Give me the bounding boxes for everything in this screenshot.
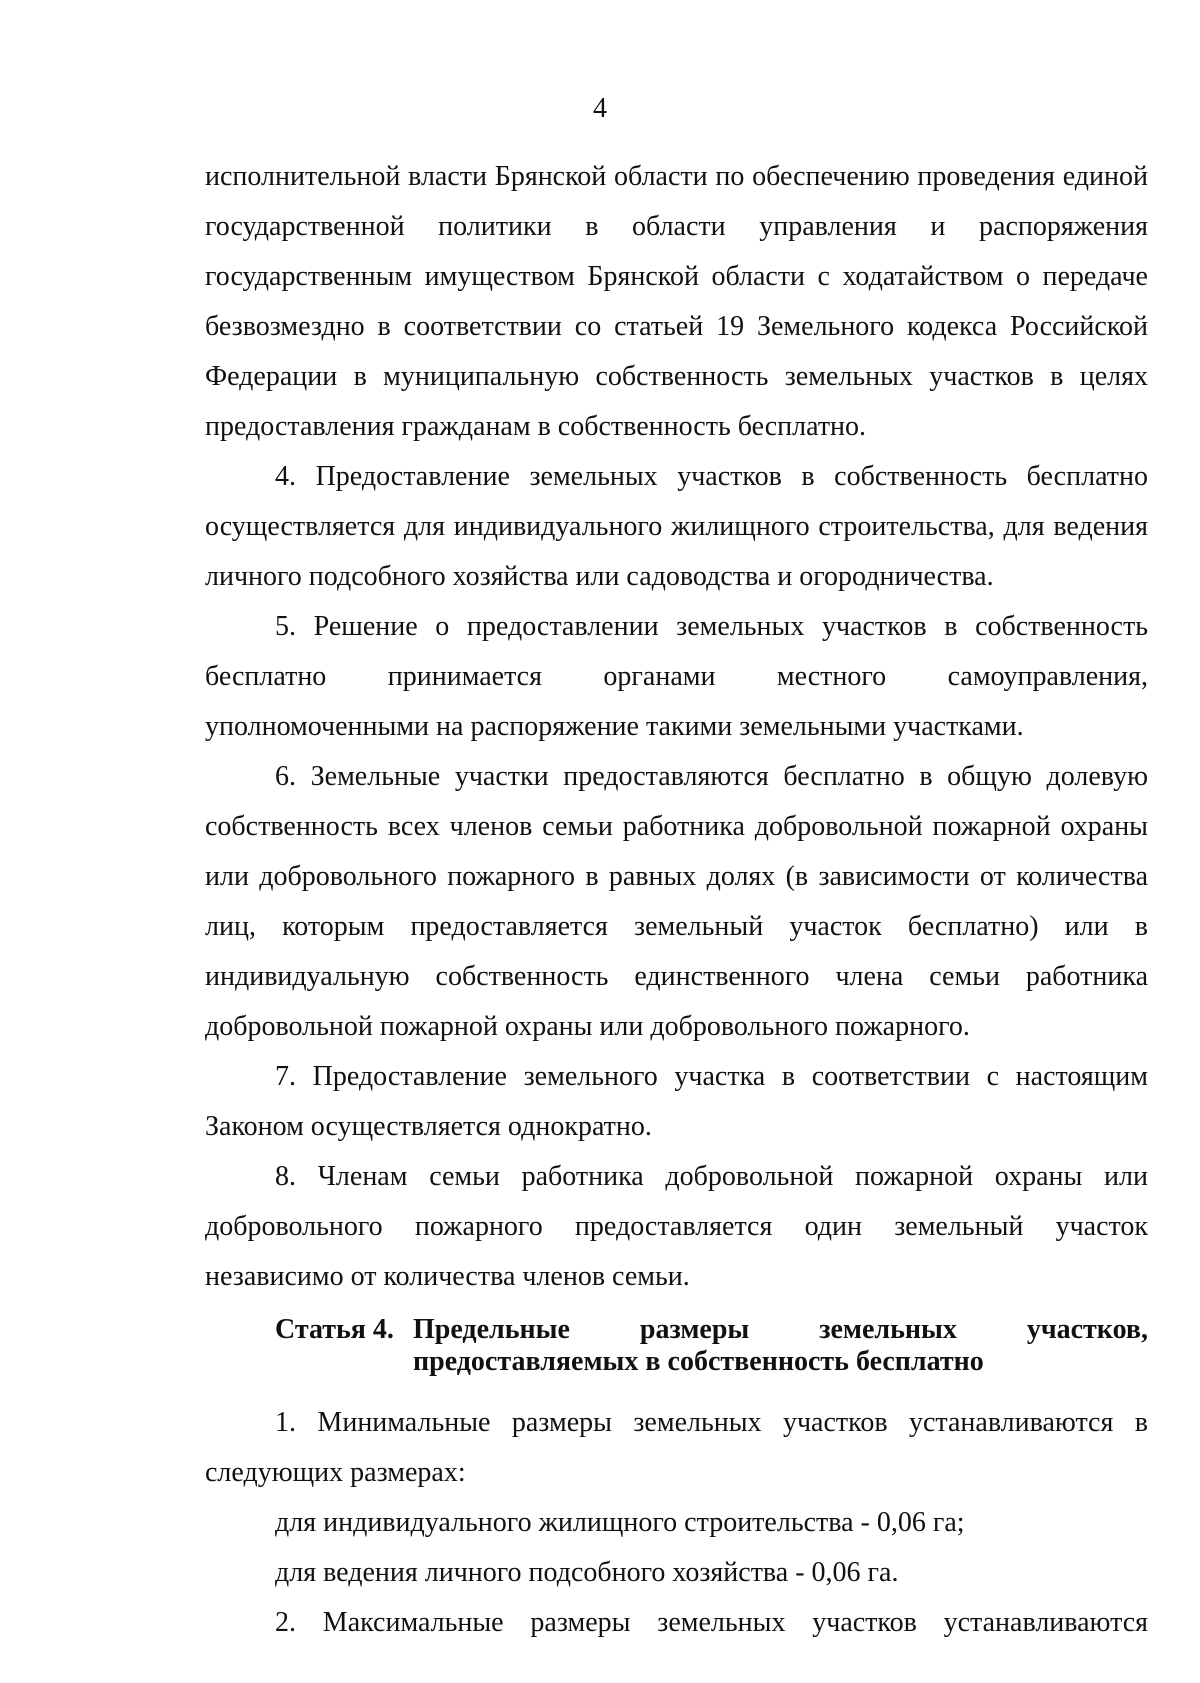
article-title-line-1: Предельные размеры земельных участков, <box>413 1314 1148 1345</box>
paragraph-item-8: 8. Членам семьи работника добровольной пожарной охраны или добровольного пожарного предоставляется один земельный участок независимо от количества членов семьи. <box>205 1161 1148 1292</box>
paragraph-intro: исполнительной власти Брянской области по обеспечению проведения единой государственной политики в области управления и распоряжения государственным имуществом Брянской области с ходатайством о передаче безвозмездно в соответствии со статьей 19 Земельного кодекса Российской Федерации в муниципальную собственность земельных участков в целях предоставления гражданам в собственность бесплатно. <box>205 161 1148 442</box>
article-heading <box>205 1314 1148 1378</box>
paragraph-article-item-1: 1. Минимальные размеры земельных участков устанавливаются в следующих размерах: <box>205 1407 1148 1488</box>
paragraph-min-size-lph: для ведения личного подсобного хозяйства - 0,06 га. <box>275 1557 899 1588</box>
paragraph-item-6: 6. Земельные участки предоставляются бесплатно в общую долевую собственность всех членов семьи работника добровольной пожарной охраны или добровольного пожарного в равных долях (в зависимости от количества лиц, которым предоставляется земельный участок бесплатно) или в индивидуальную собственность единственного члена семьи работника добровольной пожарной охраны или добровольного пожарного. <box>205 761 1148 1042</box>
article-label: Статья 4. <box>275 1314 394 1345</box>
paragraph-item-4: 4. Предоставление земельных участков в собственность бесплатно осуществляется для индивидуального жилищного строительства, для ведения личного подсобного хозяйства или садоводства и огородничества. <box>205 461 1148 592</box>
paragraph-item-7: 7. Предоставление земельного участка в соответствии с настоящим Законом осуществляется однократно. <box>205 1061 1148 1142</box>
article-title-line-2: предоставляемых в собственность бесплатно <box>413 1346 984 1377</box>
document-body <box>205 152 1148 1648</box>
page-number: 4 <box>593 93 607 124</box>
paragraph-article-item-2: 2. Максимальные размеры земельных участков устанавливаются <box>275 1607 1148 1638</box>
paragraph-min-size-izhs: для индивидуального жилищного строительства - 0,06 га; <box>275 1507 965 1538</box>
paragraph-item-5: 5. Решение о предоставлении земельных участков в собственность бесплатно принимается органами местного самоуправления, уполномоченными на распоряжение такими земельными участками. <box>205 611 1148 742</box>
article-title <box>413 1314 1148 1378</box>
